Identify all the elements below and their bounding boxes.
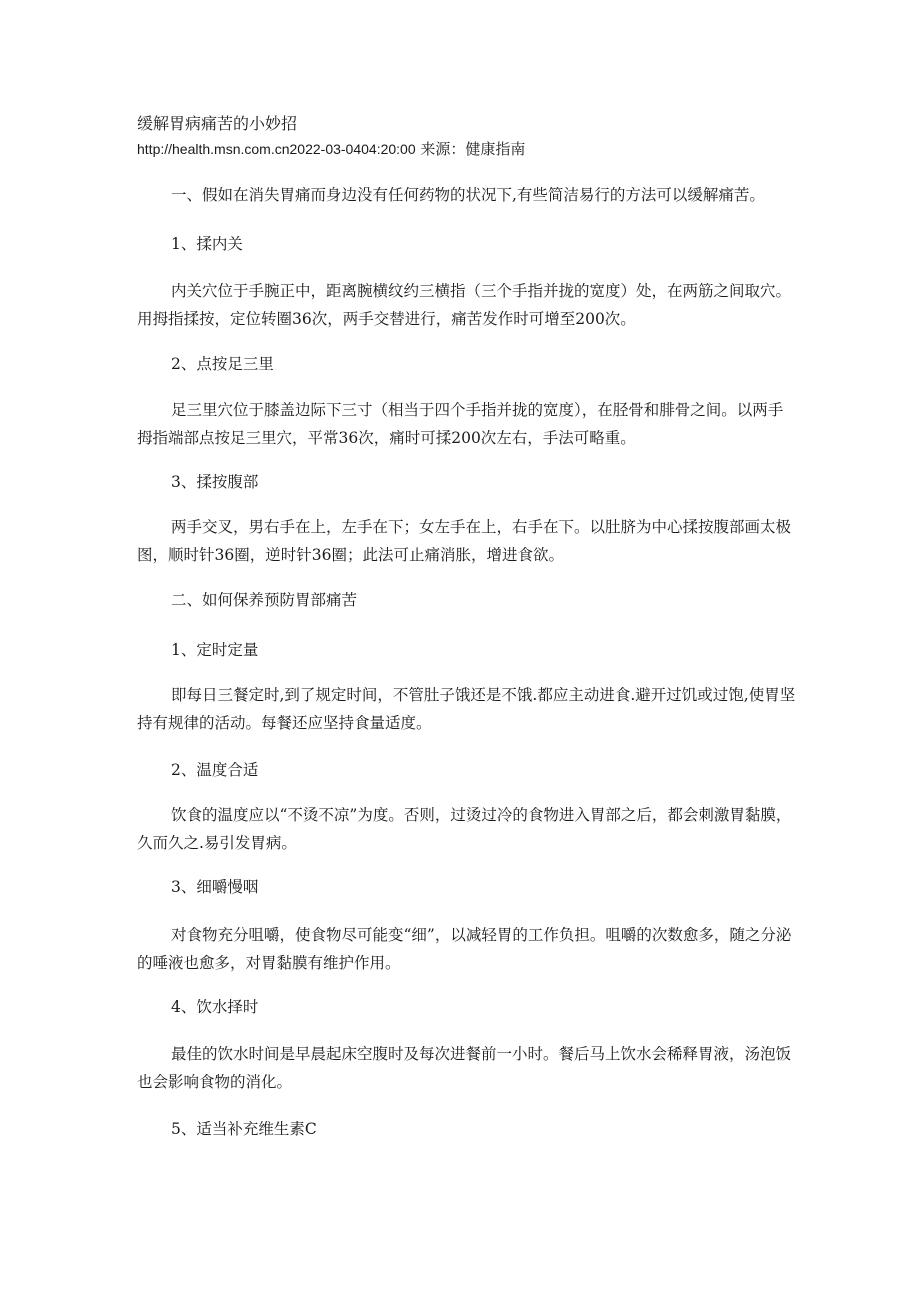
article-title: 缓解胃病痛苦的小妙招 bbox=[137, 114, 298, 133]
section-heading-relief: 一、假如在消失胃痛而身边没有任何药物的状况下,有些简洁易行的方法可以缓解痛苦。 bbox=[171, 186, 765, 204]
paragraph-regular-meals: 即每日三餐定时,到了规定时间，不管肚子饿还是不饿.都应主动进食.避开过饥或过饱,使胃坚持有规律的活动。每餐还应坚持食量适度。 bbox=[137, 686, 796, 732]
paragraph-abdomen: 两手交叉，男右手在上，左手在下；女左手在上，右手在下。以肚脐为中心揉按腹部画太极图，顺时针36圈，逆时针36圈；此法可止痛消胀，增进食欲。 bbox=[137, 518, 792, 564]
item-heading-water: 4、饮水择时 bbox=[171, 998, 259, 1016]
paragraph-zusanli: 足三里穴位于膝盖边际下三寸（相当于四个手指并拢的宽度），在胫骨和腓骨之间。以两手拇指端部点按足三里穴，平常36次，痛时可揉200次左右，手法可略重。 bbox=[137, 401, 784, 447]
article-source-line bbox=[137, 137, 525, 161]
paragraph-temperature: 饮食的温度应以“不烫不凉”为度。否则，过烫过冷的食物进入胃部之后，都会刺激胃黏膜，久而久之.易引发胃病。 bbox=[137, 806, 792, 852]
item-heading-zusanli: 2、点按足三里 bbox=[171, 355, 274, 373]
item-heading-temperature: 2、温度合适 bbox=[171, 761, 259, 779]
source-label: 来源：健康指南 bbox=[420, 140, 526, 158]
paragraph-neiguan: 内关穴位于手腕正中，距离腕横纹约三横指（三个手指并拢的宽度）处，在两筋之间取穴。用拇指揉按，定位转圈36次，两手交替进行，痛苦发作时可增至200次。 bbox=[137, 282, 792, 328]
paragraph-water: 最佳的饮水时间是早晨起床空腹时及每次进餐前一小时。餐后马上饮水会稀释胃液，汤泡饭也会影响食物的消化。 bbox=[137, 1045, 792, 1091]
item-heading-chewing: 3、细嚼慢咽 bbox=[171, 878, 259, 896]
item-heading-regular-meals: 1、定时定量 bbox=[171, 641, 259, 659]
section-heading-prevention: 二、如何保养预防胃部痛苦 bbox=[171, 591, 358, 609]
item-heading-vitamin-c: 5、适当补充维生素C bbox=[171, 1120, 317, 1138]
paragraph-chewing: 对食物充分咀嚼，使食物尽可能变“细”，以减轻胃的工作负担。咀嚼的次数愈多，随之分泌的唾液也愈多，对胃黏膜有维护作用。 bbox=[137, 926, 792, 972]
item-heading-abdomen: 3、揉按腹部 bbox=[171, 473, 259, 491]
source-url: http://health.msn.com.cn2022-03-0404:20:00 bbox=[137, 141, 416, 157]
item-heading-neiguan: 1、揉内关 bbox=[171, 235, 243, 253]
